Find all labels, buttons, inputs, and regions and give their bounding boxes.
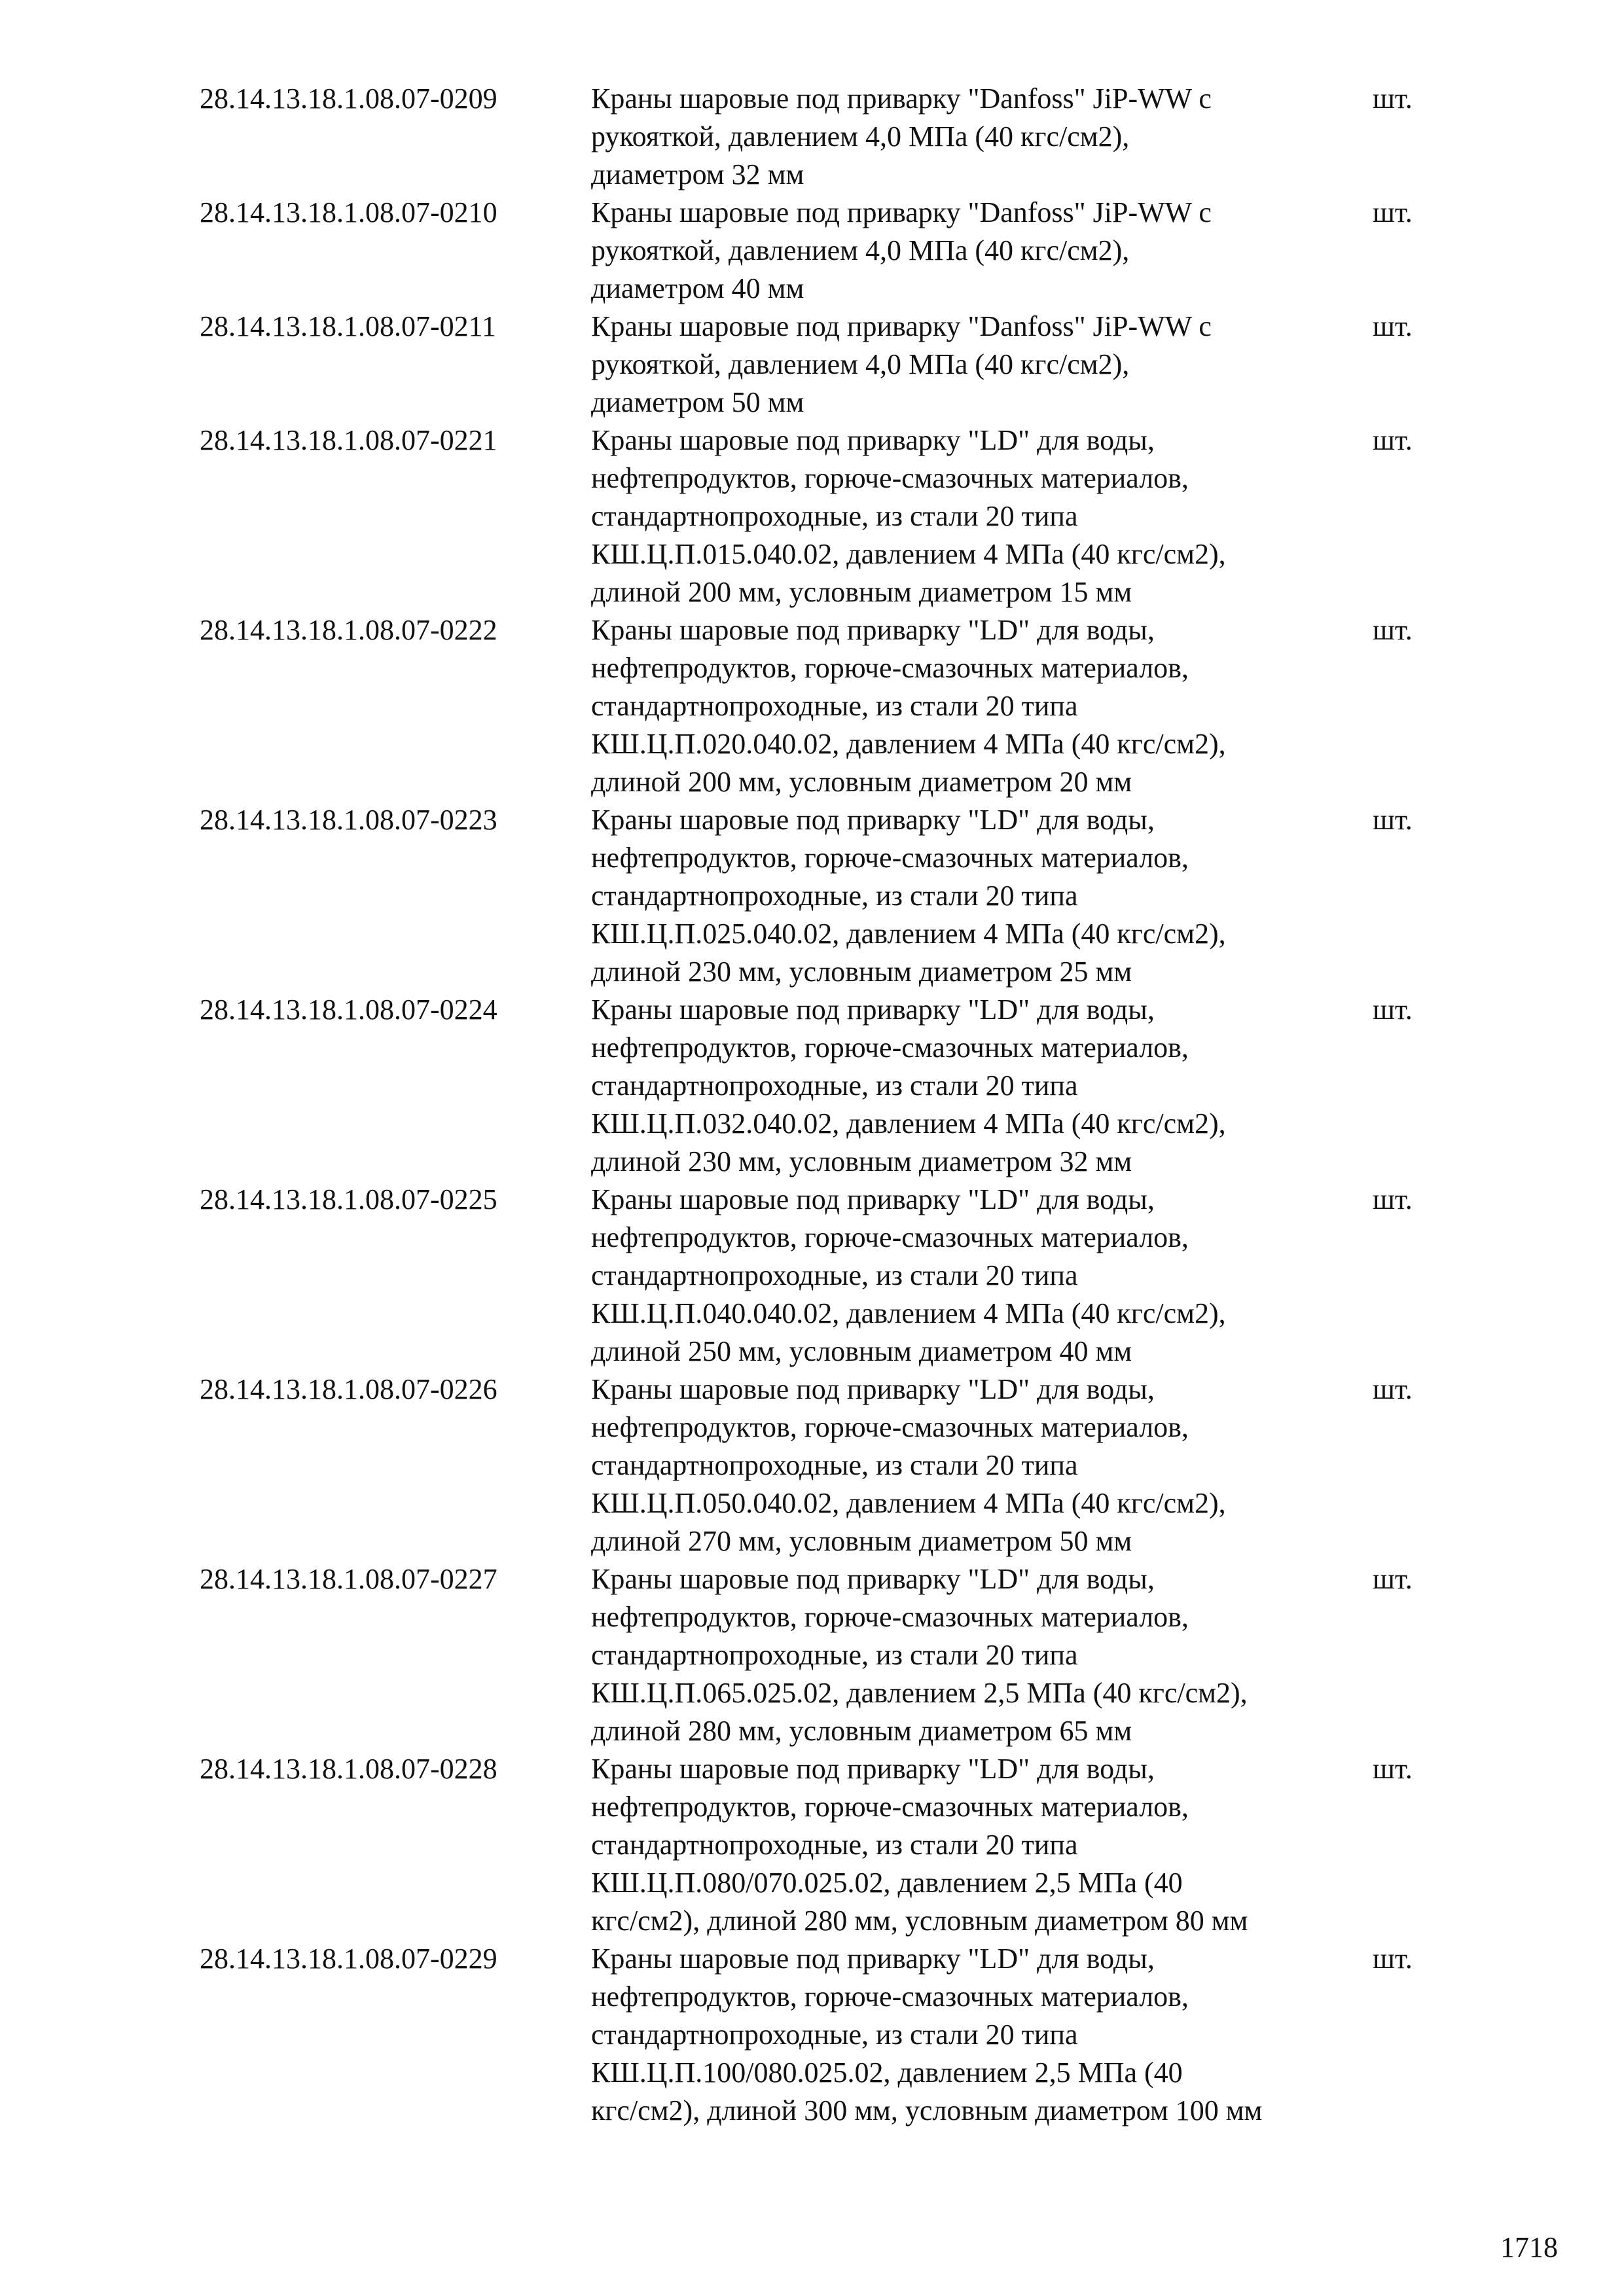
entry-description-line: Краны шаровые под приварку "LD" для воды, [591, 994, 1155, 1026]
catalog-entry [0, 1940, 1624, 2130]
entry-unit: шт. [1373, 994, 1413, 1026]
entry-description-line: нефтепродуктов, горюче-смазочных материалов, [591, 462, 1189, 494]
entry-description-line: рукояткой, давлением 4,0 МПа (40 кгс/см2), [591, 234, 1130, 266]
entry-description-line: Краны шаровые под приварку "LD" для воды, [591, 1183, 1155, 1215]
entry-unit: шт. [1373, 424, 1413, 456]
entry-description-line: диаметром 50 мм [591, 386, 804, 418]
entry-code: 28.14.13.18.1.08.07-0209 [200, 82, 497, 115]
entry-unit: шт. [1373, 1563, 1413, 1595]
entry-description-line: Краны шаровые под приварку "LD" для воды, [591, 1373, 1155, 1405]
entry-code: 28.14.13.18.1.08.07-0227 [200, 1563, 497, 1595]
entry-description-line: Краны шаровые под приварку "LD" для воды, [591, 1943, 1155, 1975]
entry-description-line: Краны шаровые под приварку "Danfoss" JiP-WW с [591, 82, 1212, 115]
entry-description-line: Краны шаровые под приварку "Danfoss" JiP-WW с [591, 196, 1212, 228]
entry-description-line: Краны шаровые под приварку "LD" для воды, [591, 804, 1155, 836]
entry-description [591, 801, 1363, 991]
entry-code: 28.14.13.18.1.08.07-0225 [200, 1183, 497, 1215]
page-number: 1718 [1500, 2231, 1558, 2263]
catalog-entry [0, 1181, 1624, 1371]
entry-description-line: КШ.Ц.П.100/080.025.02, давлением 2,5 МПа (40 [591, 2056, 1183, 2089]
entry-description [591, 1750, 1363, 1940]
entry-description-line: рукояткой, давлением 4,0 МПа (40 кгс/см2), [591, 348, 1130, 380]
entry-description-line: нефтепродуктов, горюче-смазочных материалов, [591, 652, 1189, 684]
entry-unit: шт. [1373, 1183, 1413, 1215]
entry-code: 28.14.13.18.1.08.07-0224 [200, 994, 497, 1026]
entry-description-line: стандартнопроходные, из стали 20 типа [591, 500, 1078, 532]
entry-unit: шт. [1373, 1943, 1413, 1975]
entry-unit: шт. [1373, 804, 1413, 836]
entry-code: 28.14.13.18.1.08.07-0229 [200, 1943, 497, 1975]
entry-description-line: Краны шаровые под приварку "LD" для воды, [591, 1563, 1155, 1595]
entry-description-line: КШ.Ц.П.025.040.02, давлением 4 МПа (40 кгс/см2), [591, 918, 1226, 950]
entry-description-line: длиной 250 мм, условным диаметром 40 мм [591, 1335, 1132, 1367]
catalog-entry [0, 1560, 1624, 1750]
entry-description [591, 1371, 1363, 1560]
entry-description-line: стандартнопроходные, из стали 20 типа [591, 1069, 1078, 1102]
entry-code: 28.14.13.18.1.08.07-0211 [200, 310, 497, 342]
entry-description-line: КШ.Ц.П.080/070.025.02, давлением 2,5 МПа (40 [591, 1867, 1183, 1899]
entry-description-line: кгс/см2), длиной 300 мм, условным диаметром 100 мм [591, 2094, 1263, 2126]
entry-description [591, 194, 1363, 308]
entry-unit: шт. [1373, 1753, 1413, 1785]
entry-description-line: КШ.Ц.П.032.040.02, давлением 4 МПа (40 кгс/см2), [591, 1107, 1226, 1139]
entry-description-line: диаметром 32 мм [591, 158, 804, 190]
entry-description-line: нефтепродуктов, горюче-смазочных материалов, [591, 1411, 1189, 1443]
entry-description-line: стандартнопроходные, из стали 20 типа [591, 1639, 1078, 1671]
entry-description-line: Краны шаровые под приварку "LD" для воды, [591, 1753, 1155, 1785]
entry-code: 28.14.13.18.1.08.07-0228 [200, 1753, 497, 1785]
entry-code: 28.14.13.18.1.08.07-0221 [200, 424, 497, 456]
catalog-entry [0, 422, 1624, 611]
entry-description [591, 611, 1363, 801]
entry-description-line: стандартнопроходные, из стали 20 типа [591, 880, 1078, 912]
entry-code: 28.14.13.18.1.08.07-0226 [200, 1373, 497, 1405]
entry-description [591, 1560, 1363, 1750]
entry-description [591, 991, 1363, 1181]
entry-description-line: рукояткой, давлением 4,0 МПа (40 кгс/см2), [591, 120, 1130, 152]
entry-description-line: нефтепродуктов, горюче-смазочных материалов, [591, 1601, 1189, 1633]
entry-description-line: длиной 200 мм, условным диаметром 20 мм [591, 766, 1132, 798]
entry-description-line: стандартнопроходные, из стали 20 типа [591, 690, 1078, 722]
catalog-entry [0, 308, 1624, 422]
entry-description [591, 1940, 1363, 2130]
entry-description-line: КШ.Ц.П.040.040.02, давлением 4 МПа (40 кгс/см2), [591, 1297, 1226, 1329]
entry-description-line: длиной 230 мм, условным диаметром 32 мм [591, 1145, 1132, 1177]
entry-unit: шт. [1373, 82, 1413, 115]
entry-unit: шт. [1373, 614, 1413, 646]
entry-description-line: длиной 200 мм, условным диаметром 15 мм [591, 576, 1132, 608]
entry-description-line: стандартнопроходные, из стали 20 типа [591, 1829, 1078, 1861]
entry-unit: шт. [1373, 1373, 1413, 1405]
entry-description-line: КШ.Ц.П.065.025.02, давлением 2,5 МПа (40 кгс/см2), [591, 1677, 1248, 1709]
entry-description-line: стандартнопроходные, из стали 20 типа [591, 2018, 1078, 2051]
entry-description-line: длиной 270 мм, условным диаметром 50 мм [591, 1525, 1132, 1557]
entry-description-line: Краны шаровые под приварку "LD" для воды, [591, 614, 1155, 646]
catalog-entries [0, 80, 1624, 2130]
entry-code: 28.14.13.18.1.08.07-0222 [200, 614, 497, 646]
entry-description-line: КШ.Ц.П.020.040.02, давлением 4 МПа (40 кгс/см2), [591, 728, 1226, 760]
catalog-entry [0, 801, 1624, 991]
entry-description [591, 1181, 1363, 1371]
entry-description-line: длиной 230 мм, условным диаметром 25 мм [591, 956, 1132, 988]
entry-description-line: нефтепродуктов, горюче-смазочных материалов, [591, 1791, 1189, 1823]
entry-description-line: нефтепродуктов, горюче-смазочных материалов, [591, 1221, 1189, 1253]
entry-description-line: диаметром 40 мм [591, 272, 804, 304]
entry-description-line: нефтепродуктов, горюче-смазочных материалов, [591, 1981, 1189, 2013]
entry-description-line: кгс/см2), длиной 280 мм, условным диаметром 80 мм [591, 1905, 1248, 1937]
catalog-entry [0, 1750, 1624, 1940]
entry-description-line: стандартнопроходные, из стали 20 типа [591, 1449, 1078, 1481]
entry-description-line: КШ.Ц.П.015.040.02, давлением 4 МПа (40 кгс/см2), [591, 538, 1226, 570]
entry-description [591, 308, 1363, 422]
entry-description-line: длиной 280 мм, условным диаметром 65 мм [591, 1715, 1132, 1747]
entry-description-line: нефтепродуктов, горюче-смазочных материалов, [591, 1031, 1189, 1064]
entry-description-line: Краны шаровые под приварку "LD" для воды, [591, 424, 1155, 456]
entry-unit: шт. [1373, 196, 1413, 228]
catalog-entry [0, 80, 1624, 194]
catalog-entry [0, 991, 1624, 1181]
entry-description-line: Краны шаровые под приварку "Danfoss" JiP-WW с [591, 310, 1212, 342]
catalog-entry [0, 611, 1624, 801]
catalog-entry [0, 1371, 1624, 1560]
entry-description-line: нефтепродуктов, горюче-смазочных материалов, [591, 842, 1189, 874]
entry-description-line: стандартнопроходные, из стали 20 типа [591, 1259, 1078, 1291]
entry-unit: шт. [1373, 310, 1413, 342]
entry-code: 28.14.13.18.1.08.07-0210 [200, 196, 497, 228]
entry-code: 28.14.13.18.1.08.07-0223 [200, 804, 497, 836]
catalog-entry [0, 194, 1624, 308]
entry-description-line: КШ.Ц.П.050.040.02, давлением 4 МПа (40 кгс/см2), [591, 1487, 1226, 1519]
entry-description [591, 80, 1363, 194]
entry-description [591, 422, 1363, 611]
